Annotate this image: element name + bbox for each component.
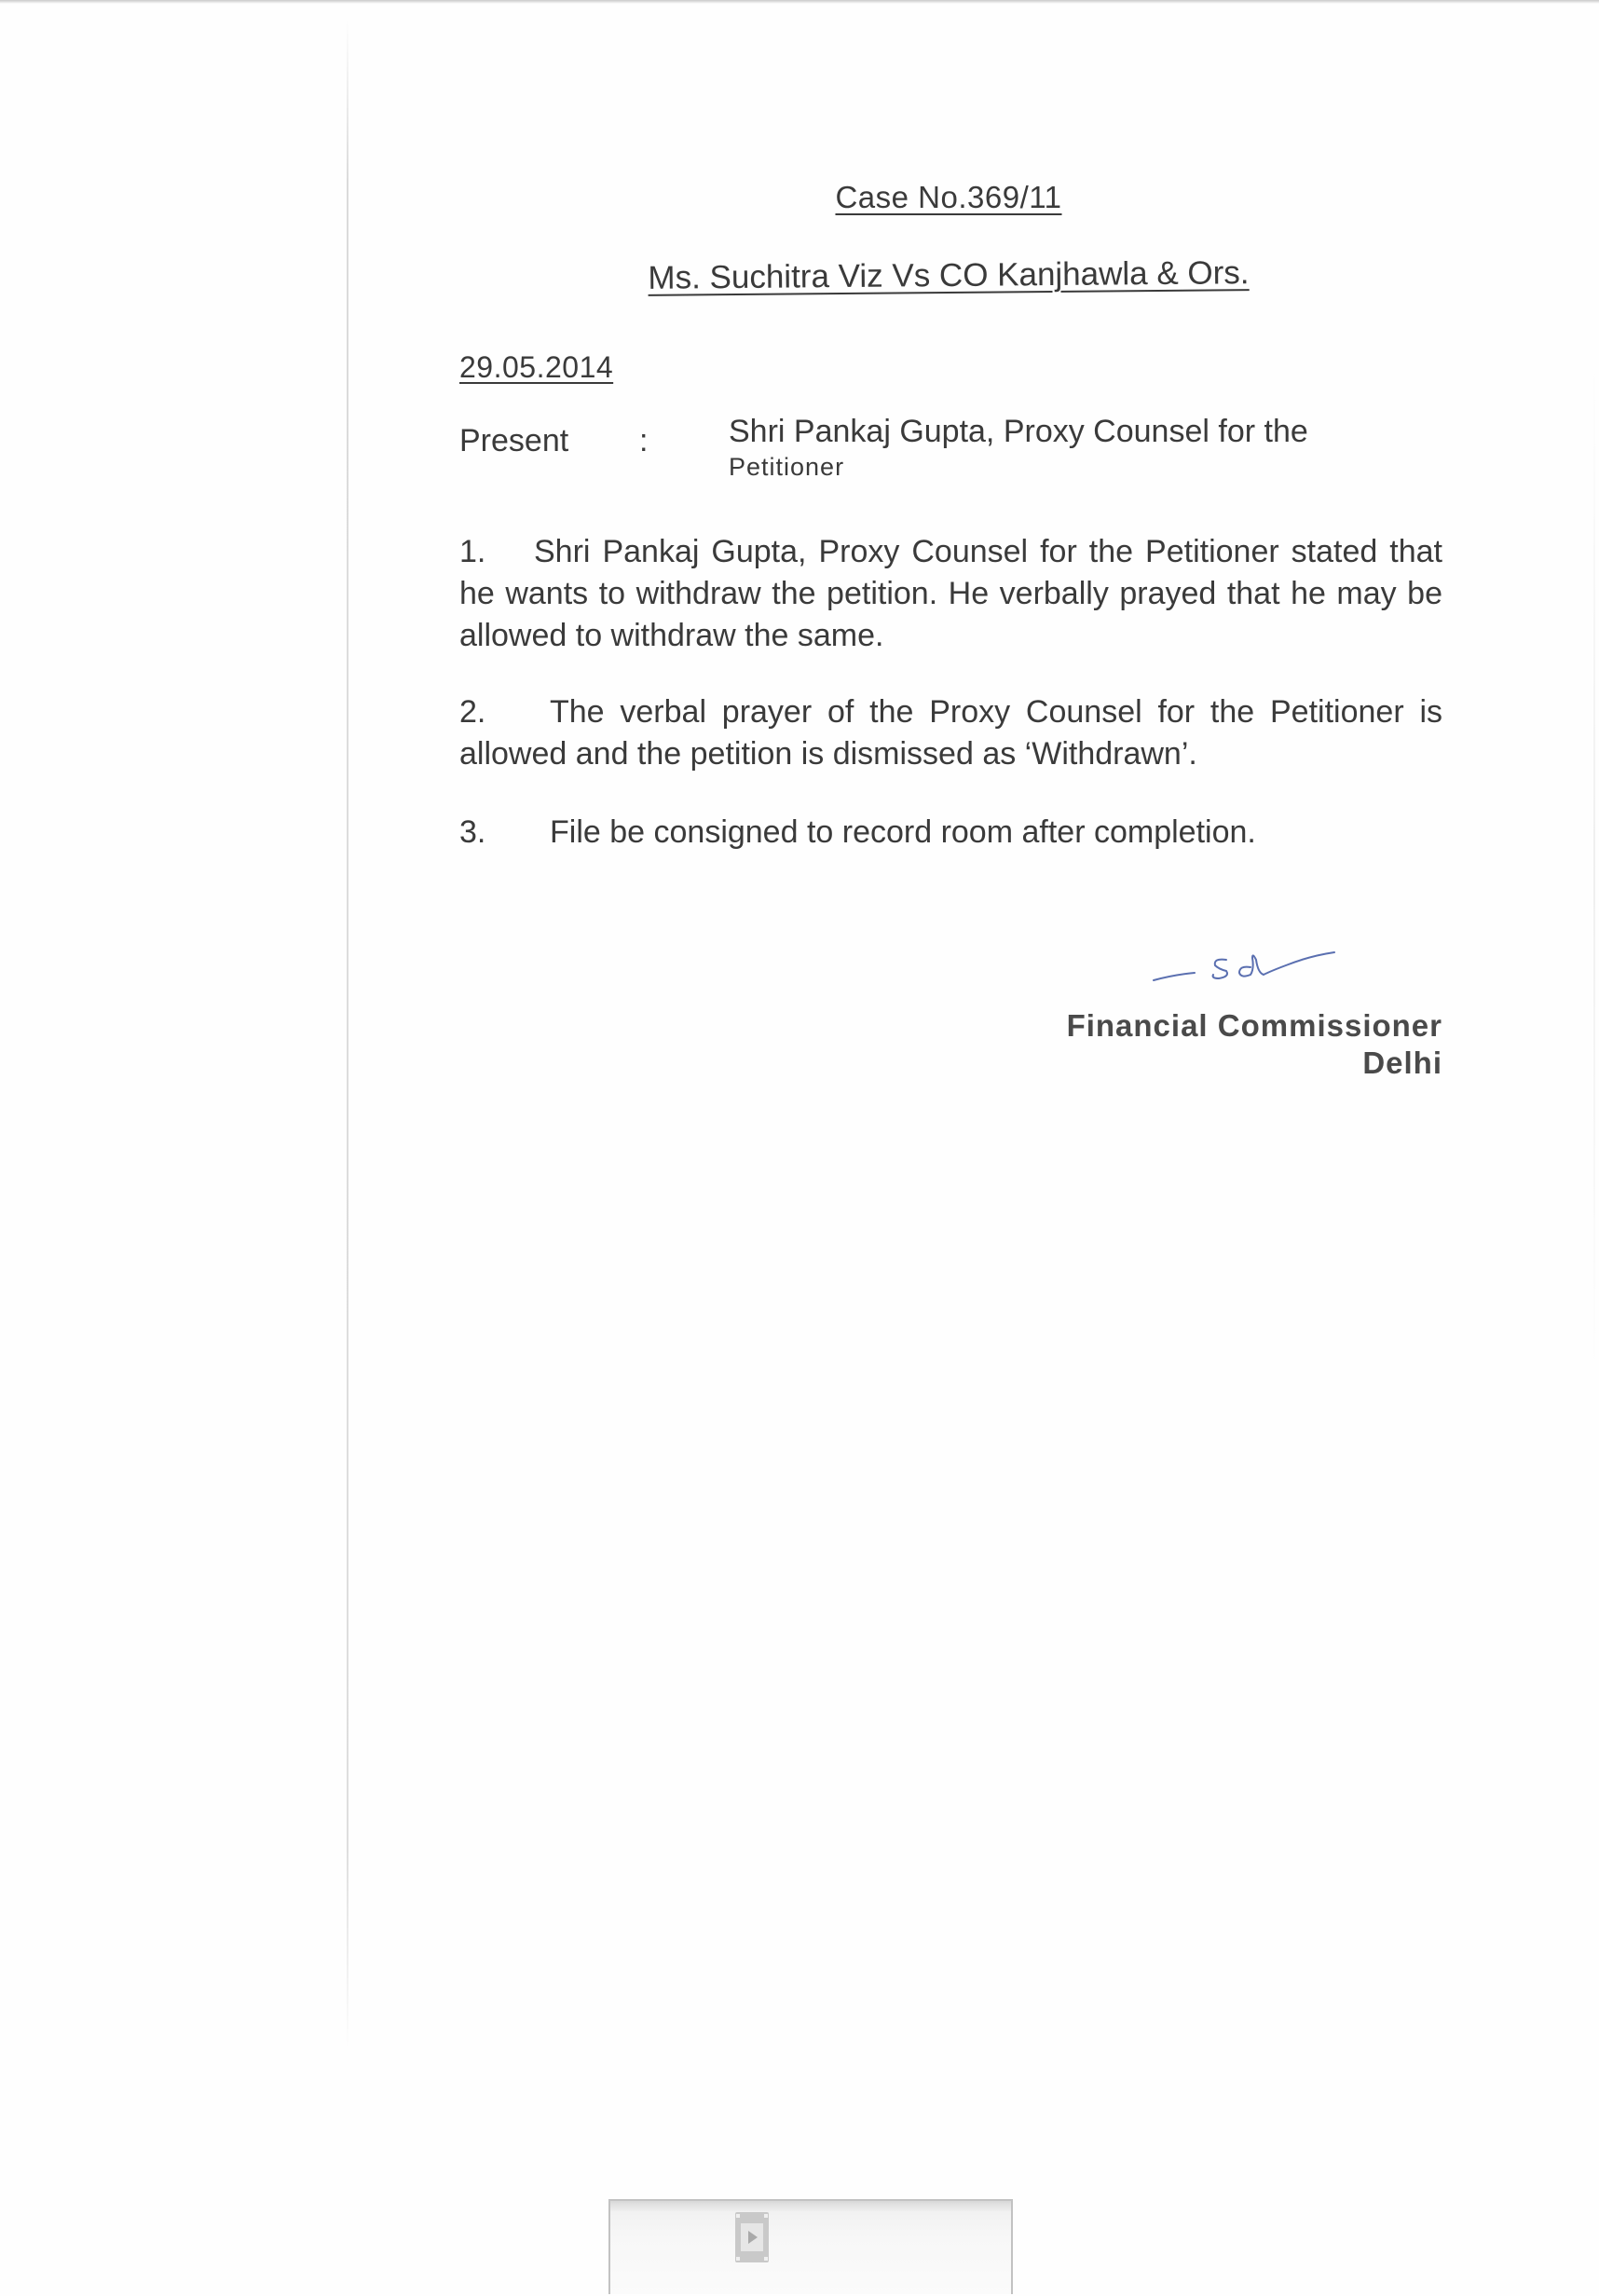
present-colon: : bbox=[639, 423, 649, 458]
order-date: 29.05.2014 bbox=[459, 350, 614, 384]
present-value bbox=[729, 416, 1400, 480]
handwritten-signature bbox=[1146, 932, 1379, 997]
signatory-place: Delhi bbox=[1362, 1046, 1442, 1080]
present-label: Present bbox=[459, 423, 569, 458]
paragraph-number: 3. bbox=[459, 814, 486, 850]
paragraph-3 bbox=[459, 812, 1442, 854]
case-number: Case No.369/11 bbox=[835, 180, 1062, 214]
signatory-title: Financial Commissioner bbox=[1066, 1008, 1442, 1043]
paragraph-text: The verbal prayer of the Proxy Counsel for the Petitioner is allowed and the petition is dismissed as ‘Withdrawn’. bbox=[459, 694, 1442, 772]
film-stamp-icon bbox=[731, 2210, 772, 2264]
margin-line bbox=[347, 19, 348, 2050]
case-parties: Ms. Suchitra Viz Vs CO Kanjhawla & Ors. bbox=[648, 254, 1250, 296]
scan-edge bbox=[0, 0, 1599, 4]
paragraph-1 bbox=[459, 531, 1442, 657]
paragraph-number: 2. bbox=[459, 694, 486, 730]
paragraph-number: 1. bbox=[459, 534, 486, 569]
paragraph-text: Shri Pankaj Gupta, Proxy Counsel for the Petitioner stated that he wants to withdraw the petition. He verbally prayed that he may be allowed to withdraw the same. bbox=[459, 534, 1442, 653]
scanner-stamp-box bbox=[608, 2199, 1013, 2294]
present-value-line1: Shri Pankaj Gupta, Proxy Counsel for the bbox=[729, 414, 1308, 449]
scan-artifact bbox=[1593, 354, 1595, 1379]
paragraph-2 bbox=[459, 691, 1442, 775]
present-value-line2: Petitioner bbox=[729, 453, 845, 481]
paragraph-text: File be consigned to record room after completion. bbox=[550, 814, 1256, 850]
